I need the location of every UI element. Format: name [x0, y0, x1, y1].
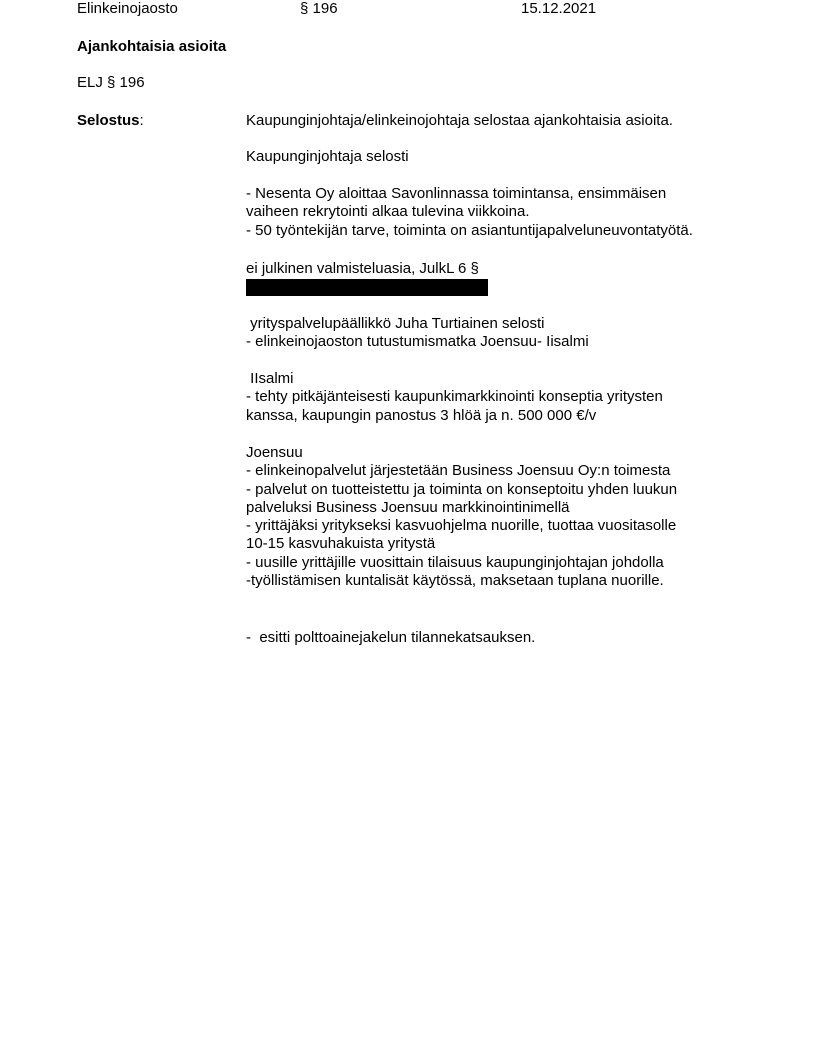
manager-paragraph	[246, 315, 746, 352]
redaction-bar	[246, 279, 488, 296]
selostus-colon: :	[139, 112, 144, 129]
joensuu-line: - elinkeinopalvelut järjestetään Business Joensuu Oy:n toimesta	[246, 462, 671, 480]
joensuu-line: -työllistämisen kuntalisät käytössä, maksetaan tuplana nuorille.	[246, 572, 664, 590]
iisalmi-paragraph	[246, 370, 746, 425]
joensuu-line: - palvelut on tuotteistettu ja toiminta on konseptoitu yhden luukun	[246, 480, 678, 498]
joensuu-line: - yrittäjäksi yritykseksi kasvuohjelma nuorille, tuottaa vuositasolle	[246, 517, 677, 535]
reference-code: ELJ § 196	[77, 74, 145, 91]
mayor-paragraph	[246, 185, 746, 240]
iisalmi-line: kanssa, kaupungin panostus 3 hlöä ja n. 500 000 €/v	[246, 406, 597, 424]
selostus-label-text: Selostus	[77, 112, 140, 129]
joensuu-line: 10-15 kasvuhakuista yritystä	[246, 535, 436, 553]
intro-paragraph	[246, 112, 746, 130]
joensuu-line: - uusille yrittäjille vuosittain tilaisuus kaupunginjohtajan johdolla	[246, 553, 664, 571]
selostus-label	[77, 112, 144, 130]
section-number: § 196	[300, 0, 338, 17]
joensuu-paragraph	[246, 444, 746, 590]
mayor-line: - Nesenta Oy aloittaa Savonlinnassa toimintansa, ensimmäisen	[246, 185, 667, 202]
iisalmi-line: IIsalmi	[246, 370, 294, 387]
confidential-note	[246, 260, 746, 278]
iisalmi-line: - tehty pitkäjänteisesti kaupunkimarkkinointi konseptia yritysten	[246, 388, 663, 406]
committee-name: Elinkeinojaosto	[77, 0, 178, 17]
manager-line: yrityspalvelupäällikkö Juha Turtiainen selosti	[246, 315, 545, 332]
manager-line: - elinkeinojaoston tutustumismatka Joensuu- Iisalmi	[246, 333, 589, 351]
agenda-item-title: Ajankohtaisia asioita	[77, 38, 227, 55]
mayor-heading-text: Kaupunginjohtaja selosti	[246, 148, 409, 165]
intro-text: Kaupunginjohtaja/elinkeinojohtaja selostaa ajankohtaisia asioita.	[246, 112, 673, 129]
joensuu-line: Joensuu	[246, 444, 303, 461]
confidential-text: ei julkinen valmisteluasia, JulkL 6 §	[246, 260, 479, 277]
fuel-text: - esitti polttoainejakelun tilannekatsauksen.	[246, 629, 536, 646]
meeting-date: 15.12.2021	[521, 0, 597, 17]
mayor-line: - 50 työntekijän tarve, toiminta on asiantuntijapalveluneuvontatyötä.	[246, 221, 693, 239]
mayor-line: vaiheen rekrytointi alkaa tulevina viikkoina.	[246, 203, 530, 221]
mayor-heading	[246, 148, 746, 166]
joensuu-line: palveluksi Business Joensuu markkinointinimellä	[246, 498, 570, 516]
fuel-paragraph	[246, 629, 746, 647]
